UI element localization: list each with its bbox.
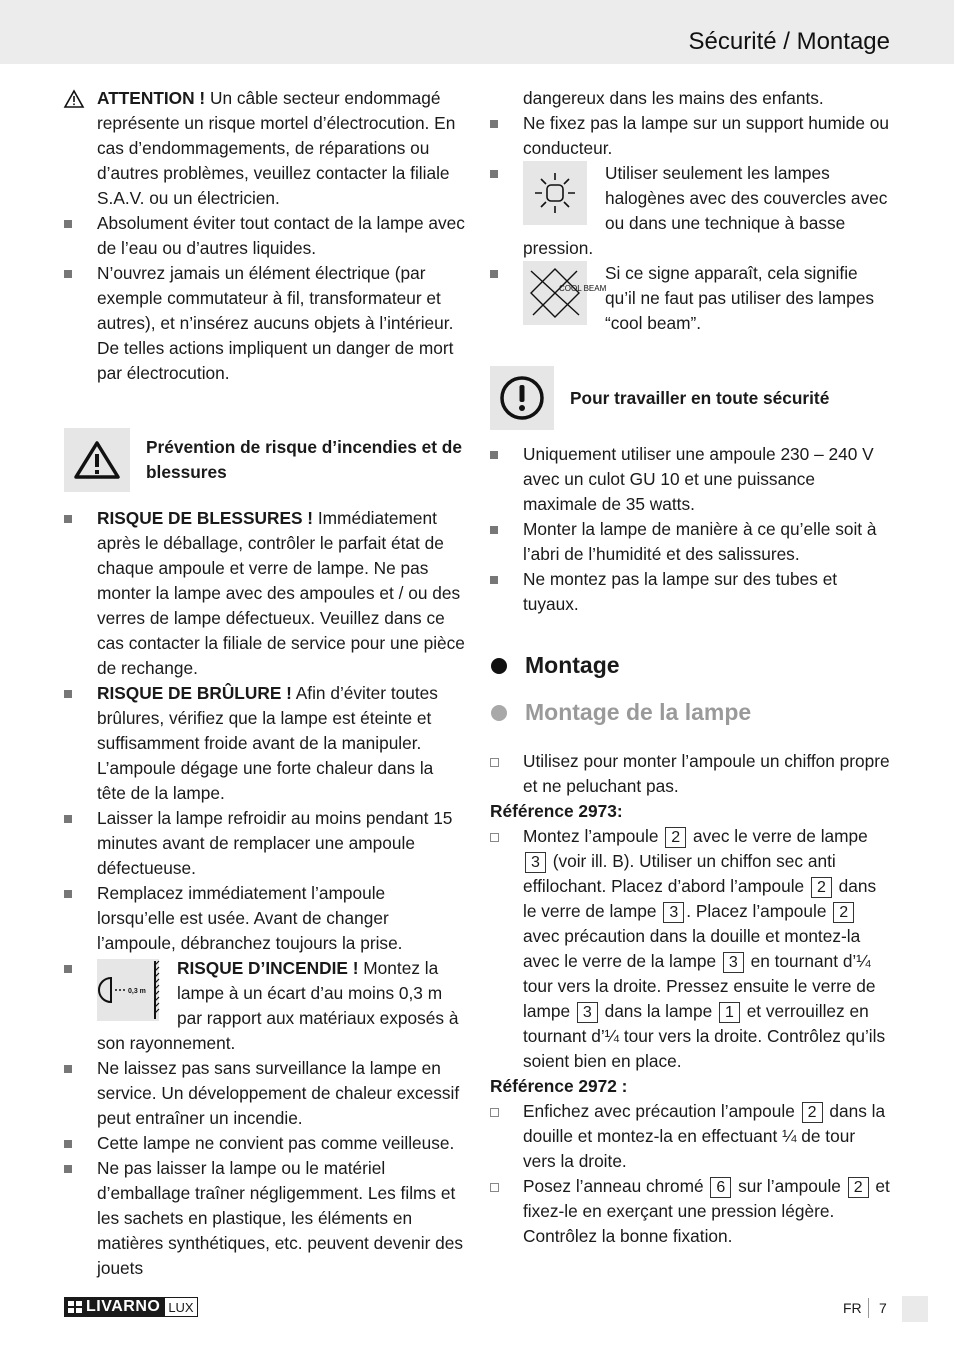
halogen-lamp-icon <box>523 161 587 225</box>
hazard-title: Prévention de risque d’incendies et de blessures <box>146 437 462 482</box>
attention-text: Un câble secteur endommagé représente un risque mortel d’électrocution. En cas d’endommagements, de réparations ou d’autres problèmes, veuillez contacter la filiale S.A.V. ou un électricien. <box>97 88 456 208</box>
list-item: Absolument éviter tout contact de la lampe avec de l’eau ou d’autres liquides. <box>64 211 466 261</box>
section-heading-montage: Montage <box>490 653 892 678</box>
bullet-square-icon <box>490 170 498 178</box>
bullet-square-icon <box>490 526 498 534</box>
brand-mark-icon <box>68 1301 82 1313</box>
bullet-square-icon <box>490 576 498 584</box>
list-item: Remplacez immédiatement l’ampoule lorsqu’elle est usée. Avant de changer l’ampoule, débranchez toujours la prise. <box>64 881 466 956</box>
list-item: Cette lampe ne convient pas comme veilleuse. <box>64 1131 466 1156</box>
footer-tab <box>902 1296 928 1322</box>
safety-heading <box>490 366 892 430</box>
bullet-square-icon <box>490 451 498 459</box>
bullet-square-icon <box>64 690 72 698</box>
bullet-open-square-icon <box>490 1183 499 1192</box>
part-number: 3 <box>525 852 546 873</box>
exclamation-circle-icon <box>490 366 554 430</box>
list-item: Laisser la lampe refroidir au moins pendant 15 minutes avant de remplacer une ampoule défectueuse. <box>64 806 466 881</box>
part-number: 2 <box>811 877 832 898</box>
bullet-square-icon <box>64 965 72 973</box>
part-number: 6 <box>710 1177 731 1198</box>
part-number: 2 <box>802 1102 823 1123</box>
bullet-square-icon <box>490 270 498 278</box>
warning-triangle-icon <box>64 90 84 115</box>
list-item: N’ouvrez jamais un élément électrique (par exemple commutateur à fil, transformateur et autres), et n’insérez aucuns objets à l’intérieur. De telles actions impliquent un danger de mort par électrocution. <box>64 261 466 386</box>
list-item: Uniquement utiliser une ampoule 230 – 240 V avec un culot GU 10 et une puissance maximale de 35 watts. <box>490 442 892 517</box>
brand-logo-sub: LUX <box>164 1297 197 1317</box>
page-header <box>0 0 954 64</box>
attention-label: ATTENTION ! <box>97 88 206 108</box>
bullet-square-icon <box>64 220 72 228</box>
page-title: Sécurité / Montage <box>688 28 890 55</box>
bullet-square-icon <box>64 1165 72 1173</box>
hazard-heading <box>64 428 466 492</box>
reference-2973: Référence 2973: <box>490 801 623 821</box>
list-item: Monter la lampe de manière à ce qu’elle soit à l’abri de l’humidité et des salissures. <box>490 517 892 567</box>
step-item: Posez l’anneau chromé 6 sur l’ampoule 2 et fixez-le en exerçant une pression légère. Contrôlez la bonne fixation. <box>490 1174 892 1249</box>
bullet-open-square-icon <box>490 758 499 767</box>
step-item: Enfichez avec précaution l’ampoule 2 dans la douille et montez-la en effectuant ¼ de tour vers la droite. <box>490 1099 892 1174</box>
part-number: 2 <box>665 827 686 848</box>
part-number: 3 <box>663 902 684 923</box>
bullet-square-icon <box>64 1140 72 1148</box>
warning-triangle-icon <box>64 428 130 492</box>
bullet-square-icon <box>64 1065 72 1073</box>
part-number: 2 <box>833 902 854 923</box>
bullet-square-icon <box>64 270 72 278</box>
brand-logo <box>64 1297 198 1317</box>
page-number: 7 <box>879 1300 887 1316</box>
distance-icon <box>97 959 159 1021</box>
list-item: 0,3 m RISQUE D’INCENDIE ! Montez la lampe à un écart d’au moins 0,3 m par rapport aux matériaux exposés à son rayonnement. <box>64 956 466 1056</box>
reference-2972: Référence 2972 : <box>490 1076 628 1096</box>
part-number: 1 <box>719 1002 740 1023</box>
footer-divider <box>868 1298 869 1318</box>
list-item: Ne laissez pas sans surveillance la lampe en service. Un développement de chaleur excessif peut entraîner un incendie. <box>64 1056 466 1131</box>
cool-beam-label: COOL BEAM <box>559 284 607 293</box>
distance-icon-label: 0,3 m <box>128 988 146 995</box>
list-item: Ne montez pas la lampe sur des tubes et tuyaux. <box>490 567 892 617</box>
part-number: 3 <box>577 1002 598 1023</box>
section-dot-icon <box>491 705 507 721</box>
section-dot-icon <box>491 658 507 674</box>
bullet-square-icon <box>64 515 72 523</box>
step-item: Utilisez pour monter l’ampoule un chiffon propre et ne peluchant pas. <box>490 749 892 799</box>
list-item: RISQUE DE BRÛLURE ! Afin d’éviter toutes brûlures, vérifiez que la lampe est éteinte et suffisamment froide avant de la manipuler. L’ampoule dégage une forte chaleur dans la tête de la lampe. <box>64 681 466 806</box>
bullet-open-square-icon <box>490 1108 499 1117</box>
no-cool-beam-icon <box>523 261 607 325</box>
list-item: Utiliser seulement les lampes halogènes avec des couvercles avec ou dans une technique à basse pression. <box>490 161 892 261</box>
section-heading-montage-lampe: Montage de la lampe <box>490 700 892 725</box>
brand-logo-main: LIVARNO <box>64 1297 164 1317</box>
bullet-open-square-icon <box>490 833 499 842</box>
bullet-square-icon <box>490 120 498 128</box>
safety-title: Pour travailler en toute sécurité <box>570 387 830 408</box>
list-item: Ne fixez pas la lampe sur un support humide ou conducteur. <box>490 111 892 161</box>
list-item: RISQUE DE BLESSURES ! Immédiatement après le déballage, contrôler le parfait état de chaque ampoule et verre de lampe. Ne pas monter la lampe avec des ampoules et / ou des verres de lampe défectueux. Veuillez dans ce cas contacter la filiale de service pour une pièce de rechange. <box>64 506 466 681</box>
bullet-square-icon <box>64 815 72 823</box>
list-item-continuation: dangereux dans les mains des enfants. <box>523 88 824 108</box>
bullet-square-icon <box>64 890 72 898</box>
right-column <box>490 86 892 1249</box>
list-item: Ne pas laisser la lampe ou le matériel d’emballage traîner négligemment. Les films et les sachets en plastique, les éléments en matières synthétiques, etc. peuvent devenir des jouets <box>64 1156 466 1281</box>
attention-paragraph <box>64 86 466 211</box>
part-number: 3 <box>723 952 744 973</box>
list-item: COOL BEAM Si ce signe apparaît, cela signifie qu’il ne faut pas utiliser des lampes “cool beam”. <box>490 261 892 336</box>
left-column <box>64 86 466 1281</box>
step-item: Montez l’ampoule 2 avec le verre de lampe 3 (voir ill. B). Utiliser un chiffon sec anti effilochant. Placez d’abord l’ampoule 2 dans le verre de lampe 3 . Placez l’ampoule 2 avec précaution dans la douille et montez-la avec le verre de la lampe 3 en tournant d’¼ tour vers la droite. Pressez ensuite le verre de lampe 3 dans la lampe 1 et verrouillez en tournant d’¼ tour vers la droite. Contrôlez qu’ils soient bien en place. <box>490 824 892 1074</box>
language-code: FR <box>843 1300 862 1316</box>
part-number: 2 <box>848 1177 869 1198</box>
